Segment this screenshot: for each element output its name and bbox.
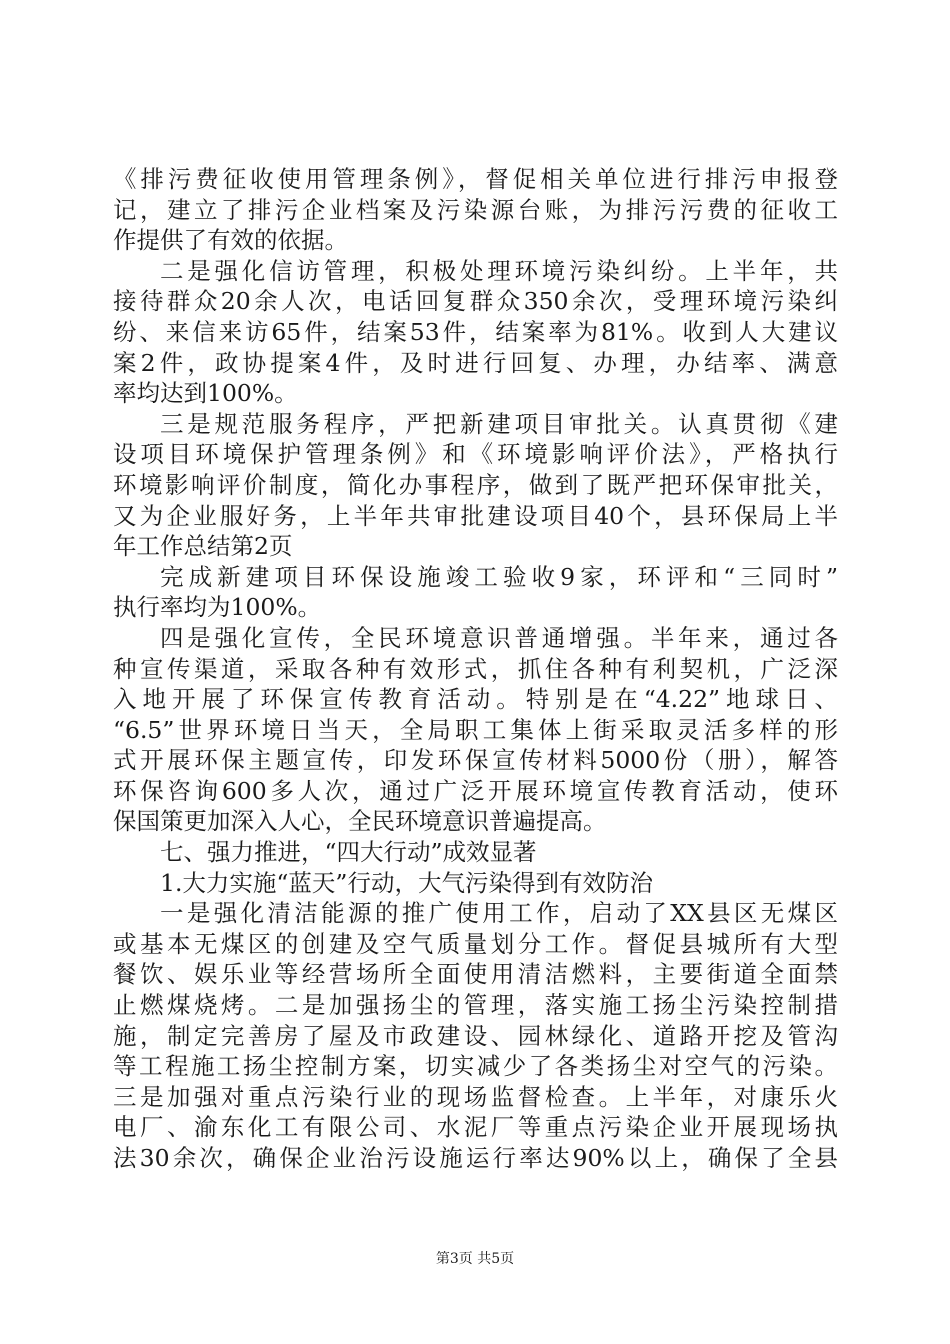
text-line: 法30余次，确保企业治污设施运行率达90%以上，确保了全县 [113, 1144, 838, 1172]
text-line: 入地开展了环保宣传教育活动。特别是在“4.22”地球日、 [113, 685, 838, 714]
text-line: 式开展环保主题宣传，印发环保宣传材料5000份（册），解答 [113, 746, 838, 775]
text-line: 接待群众20余人次，电话回复群众350余次，受理环境污染纠 [113, 287, 838, 316]
text-line: 设项目环境保护管理条例》和《环境影响评价法》，严格执行 [113, 440, 838, 469]
text-line: 施，制定完善房了屋及市政建设、园林绿化、道路开挖及管沟 [113, 1021, 838, 1050]
text-line: 执行率均为100%。 [113, 593, 322, 622]
text-line: 等工程施工扬尘控制方案，切实减少了各类扬尘对空气的污染。 [113, 1052, 838, 1081]
text-line: 或基本无煤区的创建及空气质量划分工作。督促县城所有大型 [113, 929, 838, 958]
text-line: “6.5”世界环境日当天，全局职工集体上街采取灵活多样的形 [113, 715, 838, 744]
text-line: 率均达到100%。 [113, 379, 298, 408]
text-line: 《排污费征收使用管理条例》，督促相关单位进行排污申报登 [113, 165, 838, 193]
text-line: 环保咨询600多人次，通过广泛开展环境宣传教育活动，使环 [113, 776, 838, 805]
text-line: 四是强化宣传，全民环境意识普通增强。半年来，通过各 [160, 623, 838, 652]
section-heading: 七、强力推进，“四大行动”成效显著 [160, 838, 537, 867]
text-line: 二是强化信访管理，积极处理环境污染纠纷。上半年，共 [160, 256, 838, 285]
text-line: 三是加强对重点污染行业的现场监督检查。上半年，对康乐火 [113, 1082, 838, 1111]
subsection-heading: 1.大力实施“蓝天”行动，大气污染得到有效防治 [160, 868, 653, 897]
text-line: 止燃煤烧烤。二是加强扬尘的管理，落实施工扬尘污染控制措 [113, 991, 838, 1020]
text-line: 年工作总结第2页 [113, 532, 293, 561]
text-line: 案2件，政协提案4件，及时进行回复、办理，办结率、满意 [113, 348, 838, 377]
text-line: 环境影响评价制度，简化办事程序，做到了既严把环保审批关， [113, 470, 838, 499]
text-line: 又为企业服好务，上半年共审批建设项目40个，县环保局上半 [113, 501, 838, 530]
text-line: 纷、来信来访65件，结案53件，结案率为81%。收到人大建议 [113, 317, 838, 346]
text-line: 餐饮、娱乐业等经营场所全面使用清洁燃料，主要街道全面禁 [113, 960, 838, 989]
text-line: 作提供了有效的依据。 [113, 226, 348, 255]
document-body [113, 164, 838, 1174]
text-line: 种宣传渠道，采取各种有效形式，抓住各种有利契机，广泛深 [113, 654, 838, 683]
text-line: 完成新建项目环保设施竣工验收9家，环评和“三同时” [160, 562, 838, 591]
text-line: 电厂、渝东化工有限公司、水泥厂等重点污染企业开展现场执 [113, 1113, 838, 1142]
page-number-footer: 第3页 共5页 [435, 1251, 515, 1267]
text-line: 三是规范服务程序，严把新建项目审批关。认真贯彻《建 [160, 409, 838, 438]
text-line: 保国策更加深入人心，全民环境意识普遍提高。 [113, 807, 607, 836]
text-line: 一是强化清洁能源的推广使用工作，启动了XX县区无煤区 [160, 899, 838, 928]
text-line: 记，建立了排污企业档案及污染源台账，为排污污费的征收工 [113, 195, 838, 224]
